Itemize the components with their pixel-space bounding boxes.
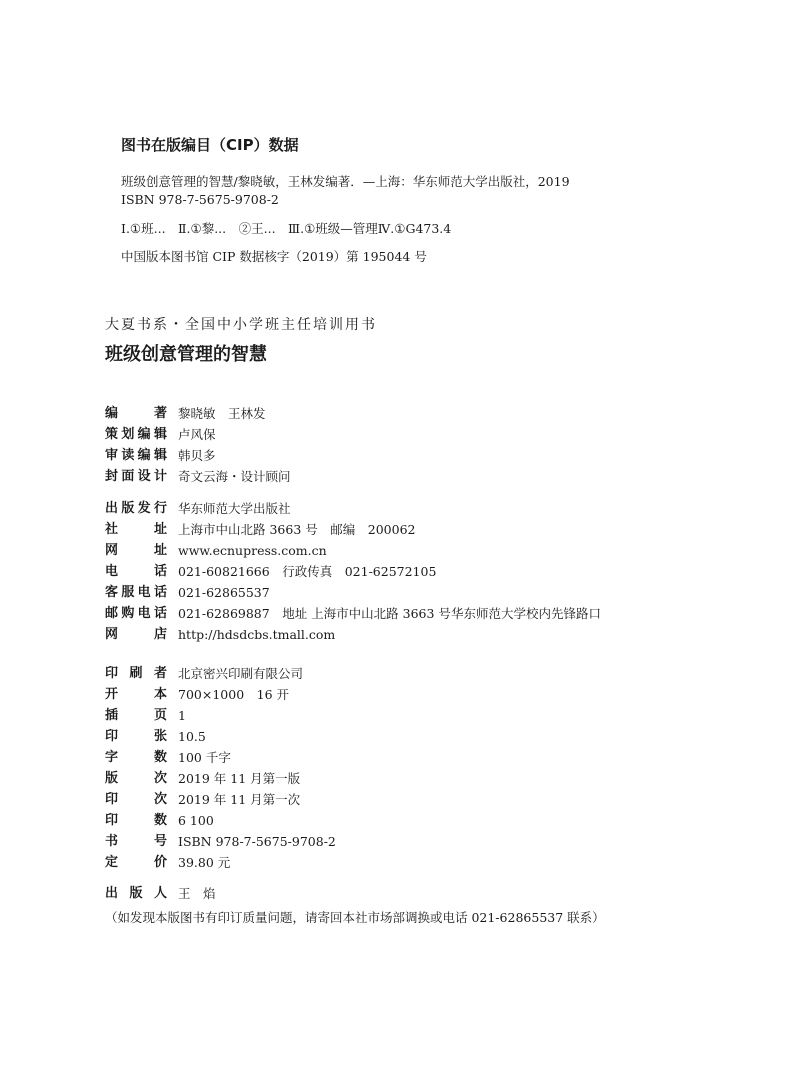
- row-label: 印张: [105, 729, 167, 744]
- row-value: 100 千字: [178, 750, 231, 765]
- row-value: www.ecnupress.com.cn: [178, 543, 327, 558]
- credits-row: [105, 466, 291, 487]
- row-label: 版次: [105, 771, 167, 786]
- row-value: 1: [178, 708, 186, 723]
- row-value: 021-62869887 地址 上海市中山北路 3663 号华东师范大学校内先锋路口: [178, 606, 601, 621]
- printing-row: [105, 768, 300, 789]
- row-label: 印刷者: [105, 666, 167, 681]
- row-value: 奇文云海・设计顾问: [178, 469, 291, 484]
- publisher-row: [105, 582, 270, 603]
- quality-note: （如发现本版图书有印订质量问题，请寄回本社市场部调换或电话 021-62865537 联系）: [105, 910, 605, 925]
- cip-line-3: Ⅰ.①班... Ⅱ.①黎... ②王... Ⅲ.①班级—管理Ⅳ.①G473.4: [121, 221, 452, 236]
- row-label: 书号: [105, 834, 167, 849]
- row-value: 王 焰: [178, 886, 216, 901]
- credits-row: [105, 424, 216, 445]
- row-label: 电话: [105, 564, 167, 579]
- row-value: 卢风保: [178, 427, 216, 442]
- printing-row: [105, 852, 230, 873]
- row-value: http://hdsdcbs.tmall.com: [178, 627, 336, 642]
- row-value: 10.5: [178, 729, 206, 744]
- cip-line-1: 班级创意管理的智慧/黎晓敏，王林发编著．—上海：华东师范大学出版社，2019: [121, 174, 570, 189]
- row-value: 700×1000 16 开: [178, 687, 290, 702]
- publisher-row: [105, 561, 436, 582]
- printing-row: [105, 810, 214, 831]
- row-label: 网址: [105, 543, 167, 558]
- publisher-row: [105, 540, 327, 561]
- printing-row: [105, 726, 206, 747]
- row-value: 021-60821666 行政传真 021-62572105: [178, 564, 437, 579]
- row-value: 021-62865537: [178, 585, 270, 600]
- printing-row: [105, 747, 231, 768]
- row-label: 社址: [105, 522, 167, 537]
- cip-title: 图书在版编目（CIP）数据: [121, 136, 299, 154]
- credits-row: [105, 445, 216, 466]
- row-label: 网店: [105, 627, 167, 642]
- row-label: 出版发行: [105, 501, 167, 516]
- row-label: 策划编辑: [105, 427, 167, 442]
- row-label: 开本: [105, 687, 167, 702]
- row-label: 插页: [105, 708, 167, 723]
- row-value: 韩贝多: [178, 448, 216, 463]
- cip-line-2: ISBN 978-7-5675-9708-2: [121, 192, 279, 207]
- row-label: 封面设计: [105, 469, 167, 484]
- publisher-row: [105, 498, 291, 519]
- row-label: 印次: [105, 792, 167, 807]
- row-label: 编著: [105, 406, 167, 421]
- row-label: 邮购电话: [105, 606, 167, 621]
- row-value: 上海市中山北路 3663 号 邮编 200062: [178, 522, 416, 537]
- row-value: 北京密兴印刷有限公司: [178, 666, 304, 681]
- printing-row: [105, 831, 336, 852]
- credits-row: [105, 403, 266, 424]
- cip-line-4: 中国版本图书馆 CIP 数据核字（2019）第 195044 号: [121, 249, 427, 264]
- row-value: 39.80 元: [178, 855, 231, 870]
- publisher-row: [105, 603, 601, 624]
- row-label: 客服电话: [105, 585, 167, 600]
- row-label: 审读编辑: [105, 448, 167, 463]
- printing-row: [105, 663, 303, 684]
- publisher-person-row: [105, 883, 216, 904]
- row-value: 2019 年 11 月第一次: [178, 792, 301, 807]
- publisher-row: [105, 624, 335, 645]
- row-value: ISBN 978-7-5675-9708-2: [178, 834, 336, 849]
- printing-row: [105, 789, 300, 810]
- printing-row: [105, 684, 289, 705]
- row-value: 华东师范大学出版社: [178, 501, 291, 516]
- row-label: 出版人: [105, 886, 167, 901]
- printing-row: [105, 705, 186, 726]
- series-name: 大夏书系・全国中小学班主任培训用书: [105, 317, 377, 333]
- book-title: 班级创意管理的智慧: [105, 344, 267, 365]
- row-label: 字数: [105, 750, 167, 765]
- row-value: 2019 年 11 月第一版: [178, 771, 301, 786]
- row-label: 印数: [105, 813, 167, 828]
- row-value: 黎晓敏 王林发: [178, 406, 266, 421]
- row-value: 6 100: [178, 813, 214, 828]
- publisher-row: [105, 519, 415, 540]
- row-label: 定价: [105, 855, 167, 870]
